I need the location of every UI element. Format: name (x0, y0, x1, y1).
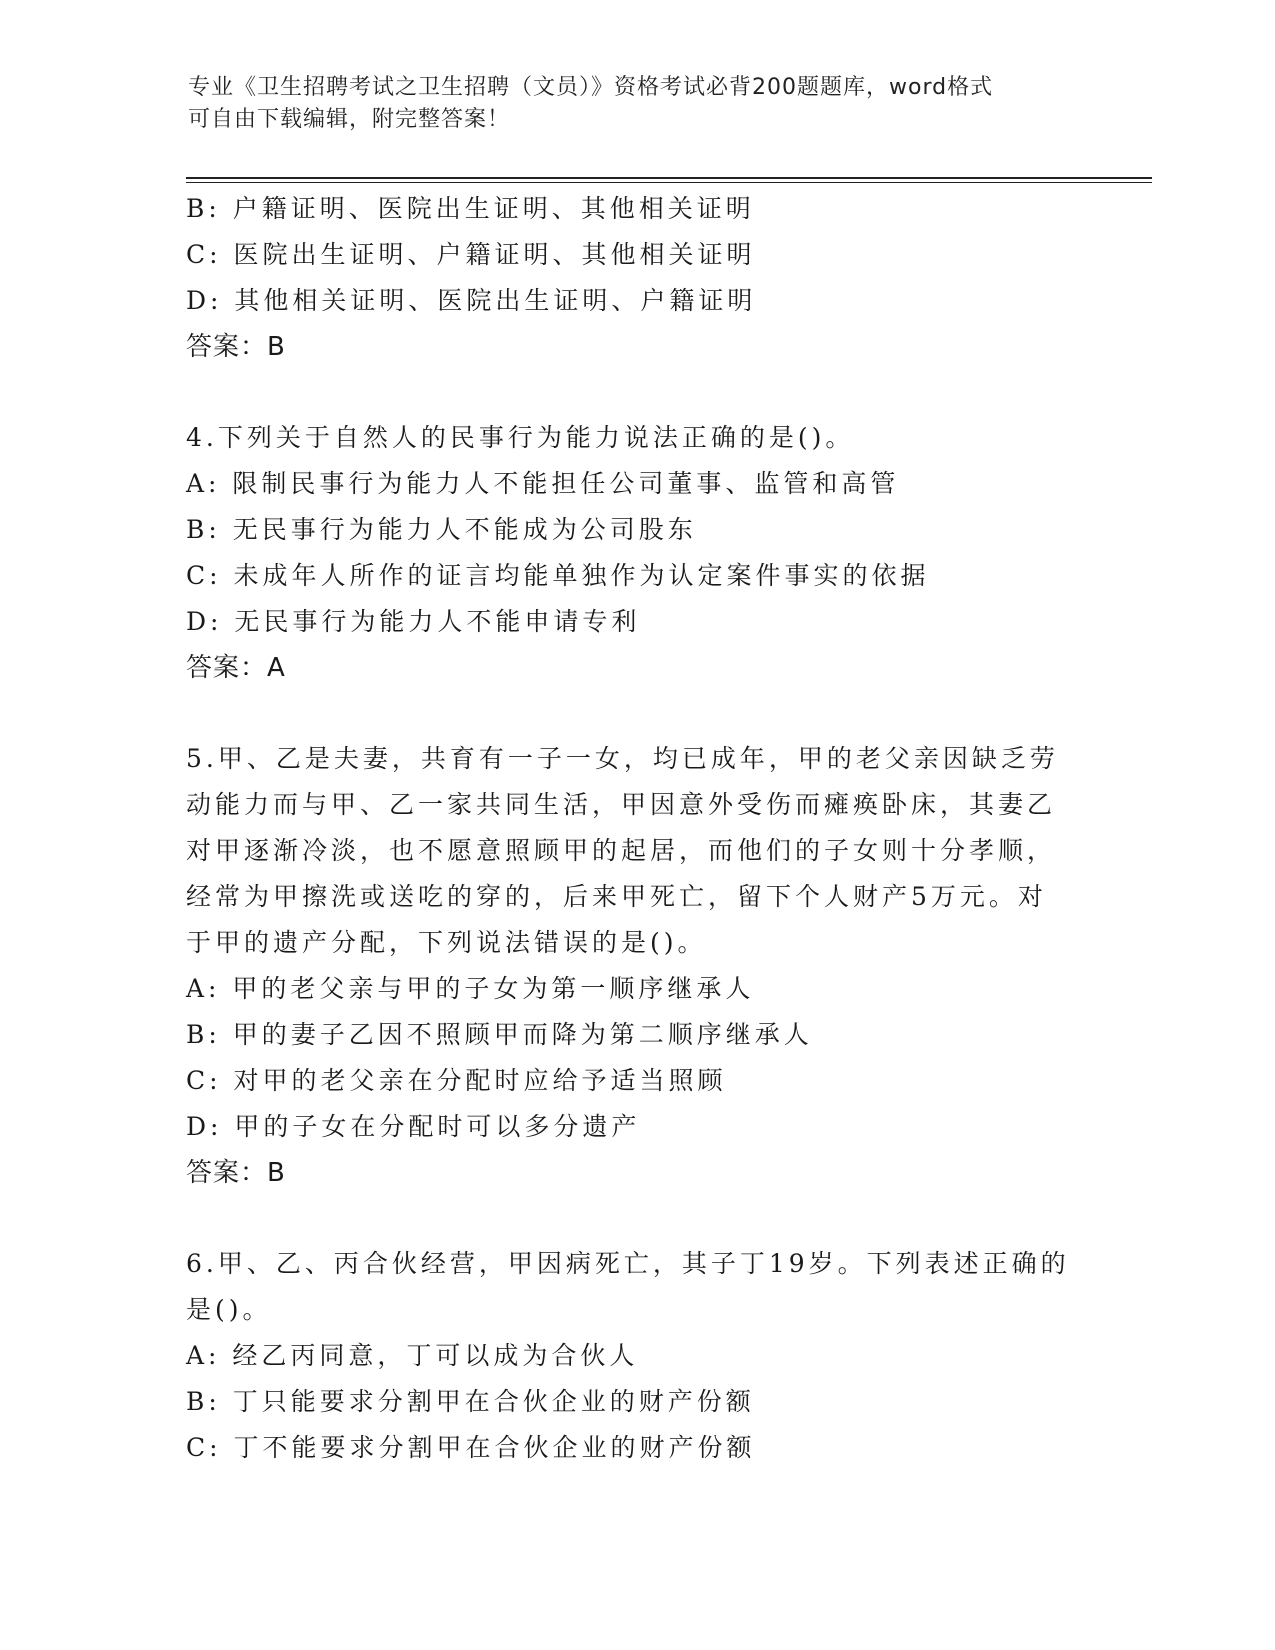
q4-option-d: D: 无民事行为能力人不能申请专利 (186, 607, 641, 636)
header-divider-thin (186, 182, 1152, 183)
question-5 (186, 736, 1086, 1196)
spacer (186, 370, 1086, 415)
q5-option-b: B: 甲的妻子乙因不照顾甲而降为第二顺序继承人 (186, 1020, 813, 1049)
question-4 (186, 415, 1086, 691)
q5-answer: 答案：B (186, 1158, 286, 1188)
header-title-line-2: 可自由下载编辑，附完整答案！ (188, 107, 511, 132)
q6-option-b: B: 丁只能要求分割甲在合伙企业的财产份额 (186, 1387, 755, 1416)
question-6 (186, 1241, 1086, 1471)
q5-stem-line-5: 于甲的遗产分配，下列说法错误的是()。 (186, 928, 707, 957)
q4-option-c: C: 未成年人所作的证言均能单独作为认定案件事实的依据 (186, 561, 930, 590)
page-header (188, 72, 1068, 136)
q5-stem-line-4: 经常为甲擦洗或送吃的穿的，后来甲死亡，留下个人财产5万元。对 (186, 882, 1047, 911)
q5-option-c: C: 对甲的老父亲在分配时应给予适当照顾 (186, 1066, 727, 1095)
q6-option-a: A: 经乙丙同意，丁可以成为合伙人 (186, 1341, 639, 1370)
q5-option-a: A: 甲的老父亲与甲的子女为第一顺序继承人 (186, 974, 755, 1003)
q5-option-d: D: 甲的子女在分配时可以多分遗产 (186, 1112, 641, 1141)
q3-option-c: C: 医院出生证明、户籍证明、其他相关证明 (186, 240, 756, 269)
question-3-tail (186, 186, 1086, 370)
q3-answer: 答案：B (186, 332, 286, 362)
spacer (186, 1196, 1086, 1241)
q6-stem-line-2: 是()。 (186, 1295, 272, 1324)
q3-option-b: B: 户籍证明、医院出生证明、其他相关证明 (186, 194, 755, 223)
spacer (186, 691, 1086, 736)
q6-option-c: C: 丁不能要求分割甲在合伙企业的财产份额 (186, 1433, 756, 1462)
q4-answer: 答案：A (186, 653, 286, 683)
q4-stem: 4.下列关于自然人的民事行为能力说法正确的是()。 (186, 423, 855, 452)
q5-stem-line-2: 动能力而与甲、乙一家共同生活，甲因意外受伤而瘫痪卧床，其妻乙 (186, 790, 1057, 819)
header-divider-thick (186, 177, 1152, 179)
q5-stem-line-1: 5.甲、乙是夫妻，共育有一子一女，均已成年，甲的老父亲因缺乏劳 (186, 744, 1059, 773)
q4-option-b: B: 无民事行为能力人不能成为公司股东 (186, 515, 697, 544)
q3-option-d: D: 其他相关证明、医院出生证明、户籍证明 (186, 286, 757, 315)
header-title-line-1: 专业《卫生招聘考试之卫生招聘（文员）》资格考试必背200题题库，word格式 (188, 75, 994, 100)
question-content (186, 186, 1086, 1471)
q4-option-a: A: 限制民事行为能力人不能担任公司董事、监管和高管 (186, 469, 900, 498)
q5-stem-line-3: 对甲逐渐冷淡，也不愿意照顾甲的起居，而他们的子女则十分孝顺， (186, 836, 1057, 865)
q6-stem-line-1: 6.甲、乙、丙合伙经营，甲因病死亡，其子丁19岁。下列表述正确的 (186, 1249, 1070, 1278)
